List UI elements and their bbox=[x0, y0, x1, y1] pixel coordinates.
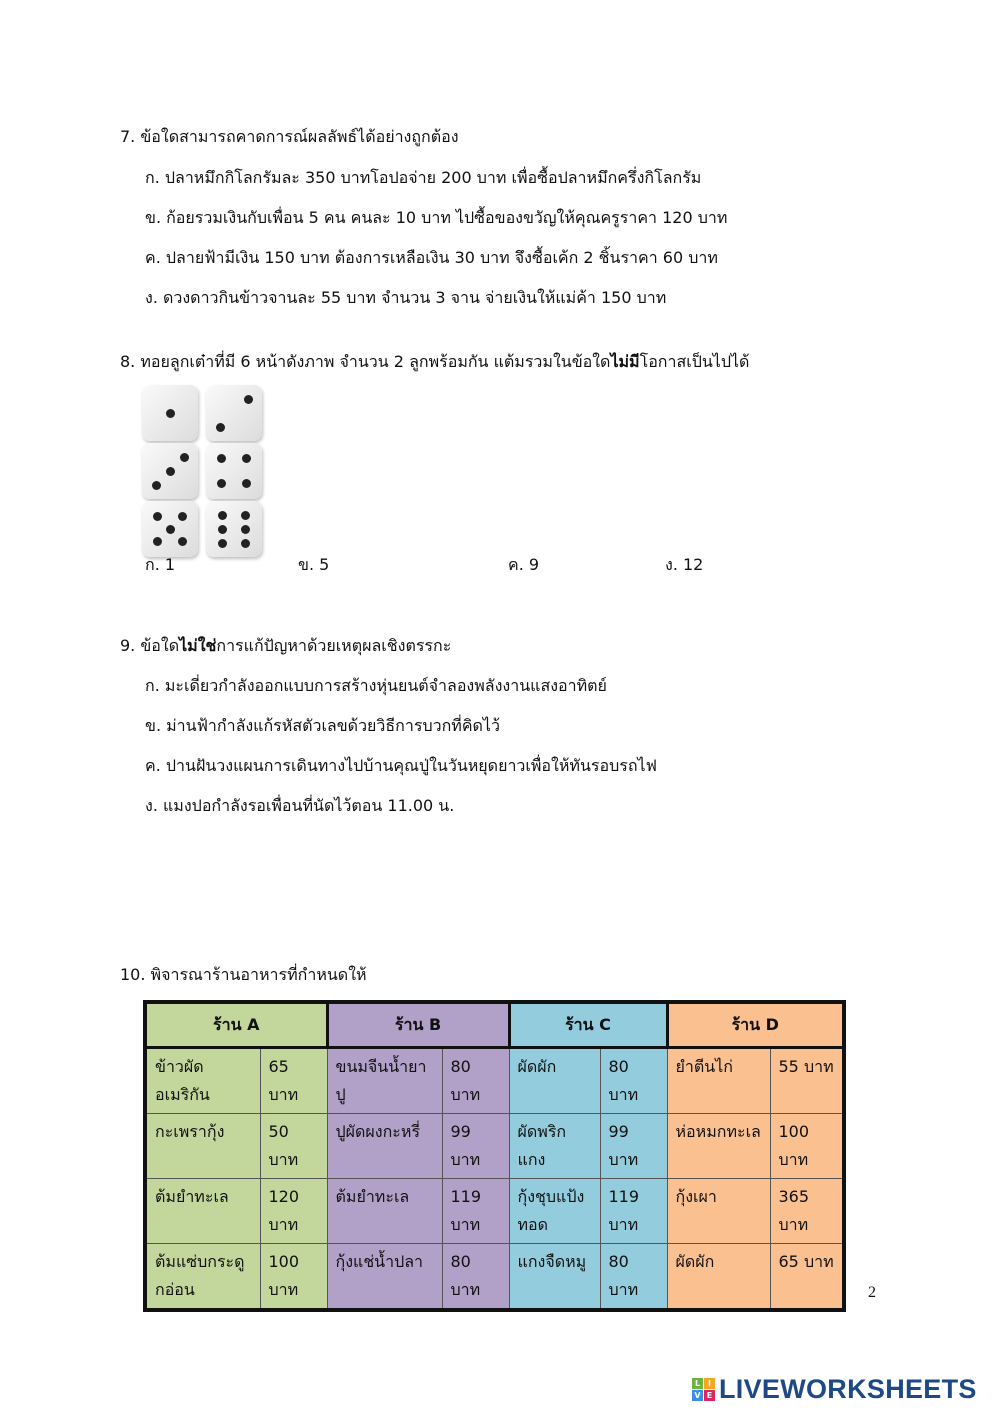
q9-option-d: ง. แมงปอกำลังรอเพื่อนที่นัดไว้ตอน 11.00 น. bbox=[145, 796, 455, 815]
logo-square: L bbox=[692, 1378, 703, 1389]
die-pip bbox=[166, 409, 175, 418]
menu-item: กุ้งแช่น้ำปลา bbox=[327, 1244, 442, 1311]
menu-item: ต้มยำทะเล bbox=[145, 1179, 260, 1244]
die-pip bbox=[218, 539, 227, 548]
die-pip bbox=[241, 525, 250, 534]
menu-price: 99 บาท bbox=[600, 1114, 667, 1179]
q9-option-b: ข. ม่านฟ้ากำลังแก้รหัสตัวเลขด้วยวิธีการบวกที่คิดไว้ bbox=[145, 716, 500, 735]
q9-question bbox=[120, 635, 451, 657]
q8-question bbox=[120, 351, 749, 373]
shop-header: ร้าน D bbox=[667, 1002, 844, 1048]
q8-option-c: ค. 9 bbox=[508, 555, 540, 574]
menu-price: 100 บาท bbox=[770, 1114, 844, 1179]
menu-price: 50 บาท bbox=[260, 1114, 327, 1179]
q9-text-end: การแก้ปัญหาด้วยเหตุผลเชิงตรรกะ bbox=[216, 636, 452, 655]
menu-price: 55 บาท bbox=[770, 1048, 844, 1114]
die-pip bbox=[218, 511, 227, 520]
menu-price: 80 บาท bbox=[600, 1244, 667, 1311]
restaurant-table bbox=[143, 1000, 846, 1312]
menu-price: 119 บาท bbox=[600, 1179, 667, 1244]
q9-option-a: ก. มะเดี่ยวกำลังออกแบบการสร้างหุ่นยนต์จำลองพลังงานแสงอาทิตย์ bbox=[145, 676, 607, 695]
die-pip bbox=[178, 512, 187, 521]
q9-option-c: ค. ปานฝันวงแผนการเดินทางไปบ้านคุณปู่ในวันหยุดยาวเพื่อให้ทันรอบรถไฟ bbox=[145, 756, 657, 775]
die-pip bbox=[166, 525, 175, 534]
die-pip bbox=[242, 454, 251, 463]
q8-text: 8. ทอยลูกเต๋าที่มี 6 หน้าดังภาพ จำนวน 2 ลูกพร้อมกัน แต้มรวมในข้อใด bbox=[120, 352, 611, 371]
die-face-4 bbox=[206, 443, 262, 499]
menu-item: กุ้งเผา bbox=[667, 1179, 770, 1244]
die-pip bbox=[217, 454, 226, 463]
table-row bbox=[145, 1114, 844, 1179]
menu-price: 80 บาท bbox=[442, 1244, 509, 1311]
menu-item: กุ้งชุบแป้งทอด bbox=[509, 1179, 600, 1244]
logo-square: V bbox=[692, 1390, 703, 1401]
liveworksheets-logo bbox=[692, 1374, 977, 1405]
shop-header: ร้าน A bbox=[145, 1002, 327, 1048]
die-pip bbox=[178, 537, 187, 546]
q8-option-b: ข. 5 bbox=[298, 555, 330, 574]
q7-question: 7. ข้อใดสามารถคาดการณ์ผลลัพธ์ได้อย่างถูกต้อง bbox=[120, 127, 459, 146]
die-face-1 bbox=[142, 385, 198, 441]
menu-price: 65 บาท bbox=[770, 1244, 844, 1311]
table-row bbox=[145, 1179, 844, 1244]
q8-text-end: โอกาสเป็นไปได้ bbox=[639, 352, 750, 371]
q7-option-d: ง. ดวงดาวกินข้าวจานละ 55 บาท จำนวน 3 จาน จ่ายเงินให้แม่ค้า 150 บาท bbox=[145, 288, 667, 307]
q8-option-d: ง. 12 bbox=[665, 555, 704, 574]
live-squares-icon bbox=[692, 1378, 715, 1401]
die-face-5 bbox=[142, 501, 198, 557]
table-row bbox=[145, 1244, 844, 1311]
shop-header: ร้าน B bbox=[327, 1002, 509, 1048]
menu-price: 365 บาท bbox=[770, 1179, 844, 1244]
die-pip bbox=[180, 453, 189, 462]
die-face-6 bbox=[206, 501, 262, 557]
page-number: 2 bbox=[868, 1284, 876, 1301]
die-pip bbox=[218, 525, 227, 534]
menu-item: แกงจืดหมู bbox=[509, 1244, 600, 1311]
menu-price: 80 บาท bbox=[600, 1048, 667, 1114]
die-pip bbox=[166, 467, 175, 476]
q10-question: 10. พิจารณาร้านอาหารที่กำหนดให้ bbox=[120, 965, 367, 984]
logo-text: LIVEWORKSHEETS bbox=[719, 1374, 977, 1404]
die-pip bbox=[244, 395, 253, 404]
die-pip bbox=[153, 537, 162, 546]
q9-text: 9. ข้อใด bbox=[120, 636, 180, 655]
logo-square: E bbox=[704, 1390, 715, 1401]
menu-item: ผัดพริกแกง bbox=[509, 1114, 600, 1179]
shop-header: ร้าน C bbox=[509, 1002, 667, 1048]
die-pip bbox=[242, 479, 251, 488]
die-face-2 bbox=[206, 385, 262, 441]
q7-option-a: ก. ปลาหมึกกิโลกรัมละ 350 บาทโอปอจ่าย 200 บาท เพื่อซื้อปลาหมึกครึ่งกิโลกรัม bbox=[145, 168, 702, 187]
die-pip bbox=[217, 479, 226, 488]
menu-price: 119 บาท bbox=[442, 1179, 509, 1244]
menu-price: 80 บาท bbox=[442, 1048, 509, 1114]
menu-item: ผัดผัก bbox=[667, 1244, 770, 1311]
menu-price: 100 บาท bbox=[260, 1244, 327, 1311]
table-row bbox=[145, 1048, 844, 1114]
die-pip bbox=[216, 423, 225, 432]
menu-item: ห่อหมกทะเล bbox=[667, 1114, 770, 1179]
menu-item: ยำตีนไก่ bbox=[667, 1048, 770, 1114]
q9-emphasis: ไม่ใช่ bbox=[179, 636, 217, 655]
menu-item: ต้มแซ่บกระดูกอ่อน bbox=[145, 1244, 260, 1311]
menu-item: ขนมจีนน้ำยาปู bbox=[327, 1048, 442, 1114]
menu-item: ข้าวผัดอเมริกัน bbox=[145, 1048, 260, 1114]
q8-option-a: ก. 1 bbox=[145, 555, 176, 574]
menu-price: 99 บาท bbox=[442, 1114, 509, 1179]
q7-option-b: ข. ก้อยรวมเงินกับเพื่อน 5 คน คนละ 10 บาท ไปซื้อของขวัญให้คุณครูราคา 120 บาท bbox=[145, 208, 728, 227]
die-pip bbox=[241, 511, 250, 520]
menu-item: ต้มยำทะเล bbox=[327, 1179, 442, 1244]
menu-item: กะเพรากุ้ง bbox=[145, 1114, 260, 1179]
menu-item: ผัดผัก bbox=[509, 1048, 600, 1114]
menu-price: 120 บาท bbox=[260, 1179, 327, 1244]
menu-item: ปูผัดผงกะหรี่ bbox=[327, 1114, 442, 1179]
die-pip bbox=[152, 481, 161, 490]
q7-option-c: ค. ปลายฟ้ามีเงิน 150 บาท ต้องการเหลือเงิน 30 บาท จึงซื้อเค้ก 2 ชิ้นราคา 60 บาท bbox=[145, 248, 718, 267]
die-pip bbox=[241, 539, 250, 548]
q8-emphasis: ไม่มี bbox=[610, 352, 640, 371]
menu-price: 65 บาท bbox=[260, 1048, 327, 1114]
die-pip bbox=[153, 512, 162, 521]
logo-square: I bbox=[704, 1378, 715, 1389]
die-face-3 bbox=[142, 443, 198, 499]
